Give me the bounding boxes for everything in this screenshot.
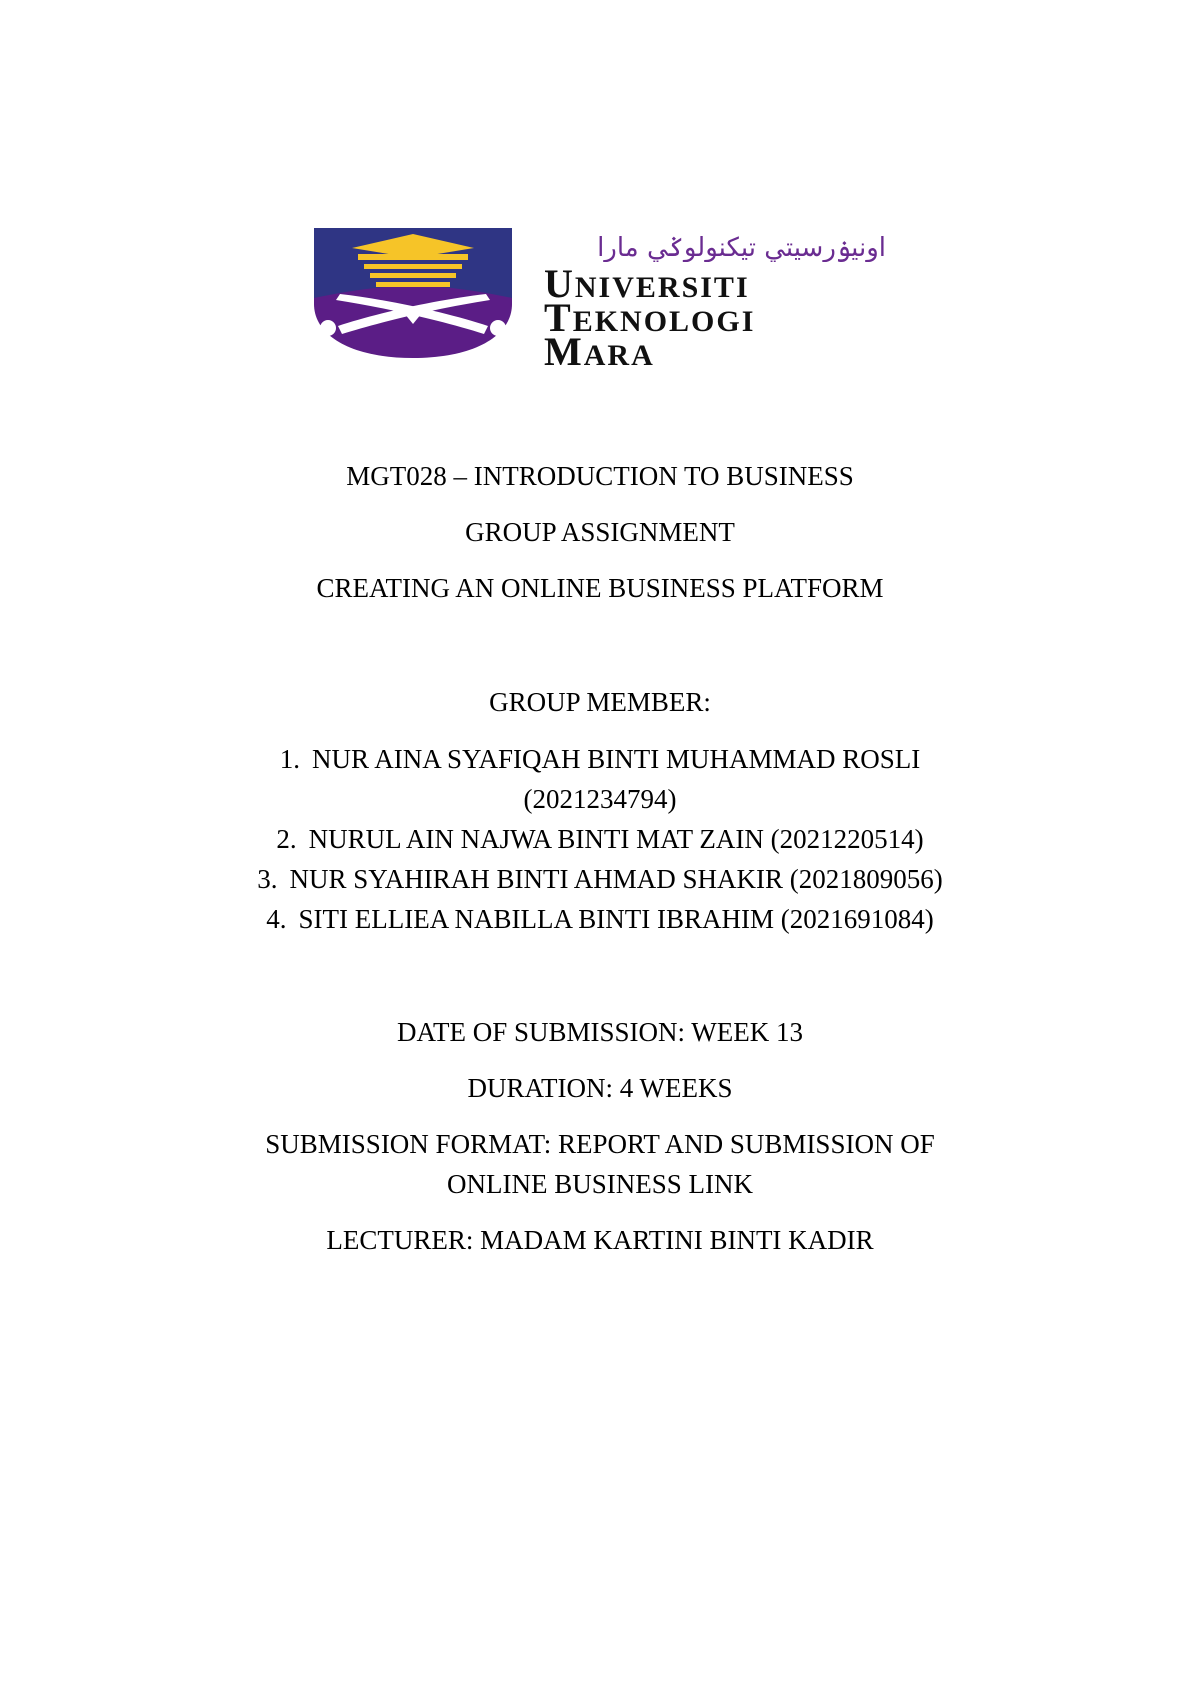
submission-format-line-2: ONLINE BUSINESS LINK xyxy=(447,1169,753,1199)
member-item-4 xyxy=(0,903,1200,935)
logo-word-mara-first: M xyxy=(544,329,584,374)
lecturer: LECTURER: MADAM KARTINI BINTI KADIR xyxy=(326,1225,874,1255)
svg-text:اونيۏرسيتي تيكنولوݢي مارا: اونيۏرسيتي تيكنولوݢي مارا xyxy=(597,233,886,262)
member-number: 4. xyxy=(266,904,287,934)
submission-format-line-1: SUBMISSION FORMAT: REPORT AND SUBMISSION OF xyxy=(265,1129,935,1159)
member-text: NURUL AIN NAJWA BINTI MAT ZAIN (2021220514) xyxy=(308,824,924,854)
member-name: NUR AINA SYAFIQAH BINTI MUHAMMAD ROSLI xyxy=(311,744,921,774)
member-item-1-id xyxy=(0,783,1200,815)
member-item-1 xyxy=(0,743,1200,775)
logo-word-mara-rest: ARA xyxy=(583,339,655,372)
member-text: NUR SYAHIRAH BINTI AHMAD SHAKIR (2021809056) xyxy=(289,864,943,894)
submission-date: DATE OF SUBMISSION: WEEK 13 xyxy=(396,1017,804,1047)
member-number: 3. xyxy=(257,864,278,894)
logo-word-mara xyxy=(544,329,655,374)
logo-word-teknologi-first: T xyxy=(544,295,573,340)
member-id: (2021234794) xyxy=(523,784,677,814)
jawi-script-logotype xyxy=(542,228,886,262)
logo-word-teknologi-rest: EKNOLOGI xyxy=(572,305,756,338)
logo-word-universiti-first: U xyxy=(544,261,575,306)
assignment-topic: CREATING AN ONLINE BUSINESS PLATFORM xyxy=(316,573,884,603)
course-title: MGT028 – INTRODUCTION TO BUSINESS xyxy=(346,461,854,491)
member-text: SITI ELLIEA NABILLA BINTI IBRAHIM (2021691084) xyxy=(298,904,934,934)
uitm-emblem-icon xyxy=(314,228,512,358)
logo-word-universiti-rest: NIVERSITI xyxy=(574,271,750,304)
member-item-2 xyxy=(0,823,1200,855)
member-number: 1. xyxy=(279,744,300,774)
member-number: 2. xyxy=(276,824,297,854)
university-logo xyxy=(314,228,914,374)
member-item-3 xyxy=(0,863,1200,895)
assignment-type: GROUP ASSIGNMENT xyxy=(465,517,735,547)
members-heading: GROUP MEMBER: xyxy=(489,687,711,717)
duration: DURATION: 4 WEEKS xyxy=(467,1073,733,1103)
